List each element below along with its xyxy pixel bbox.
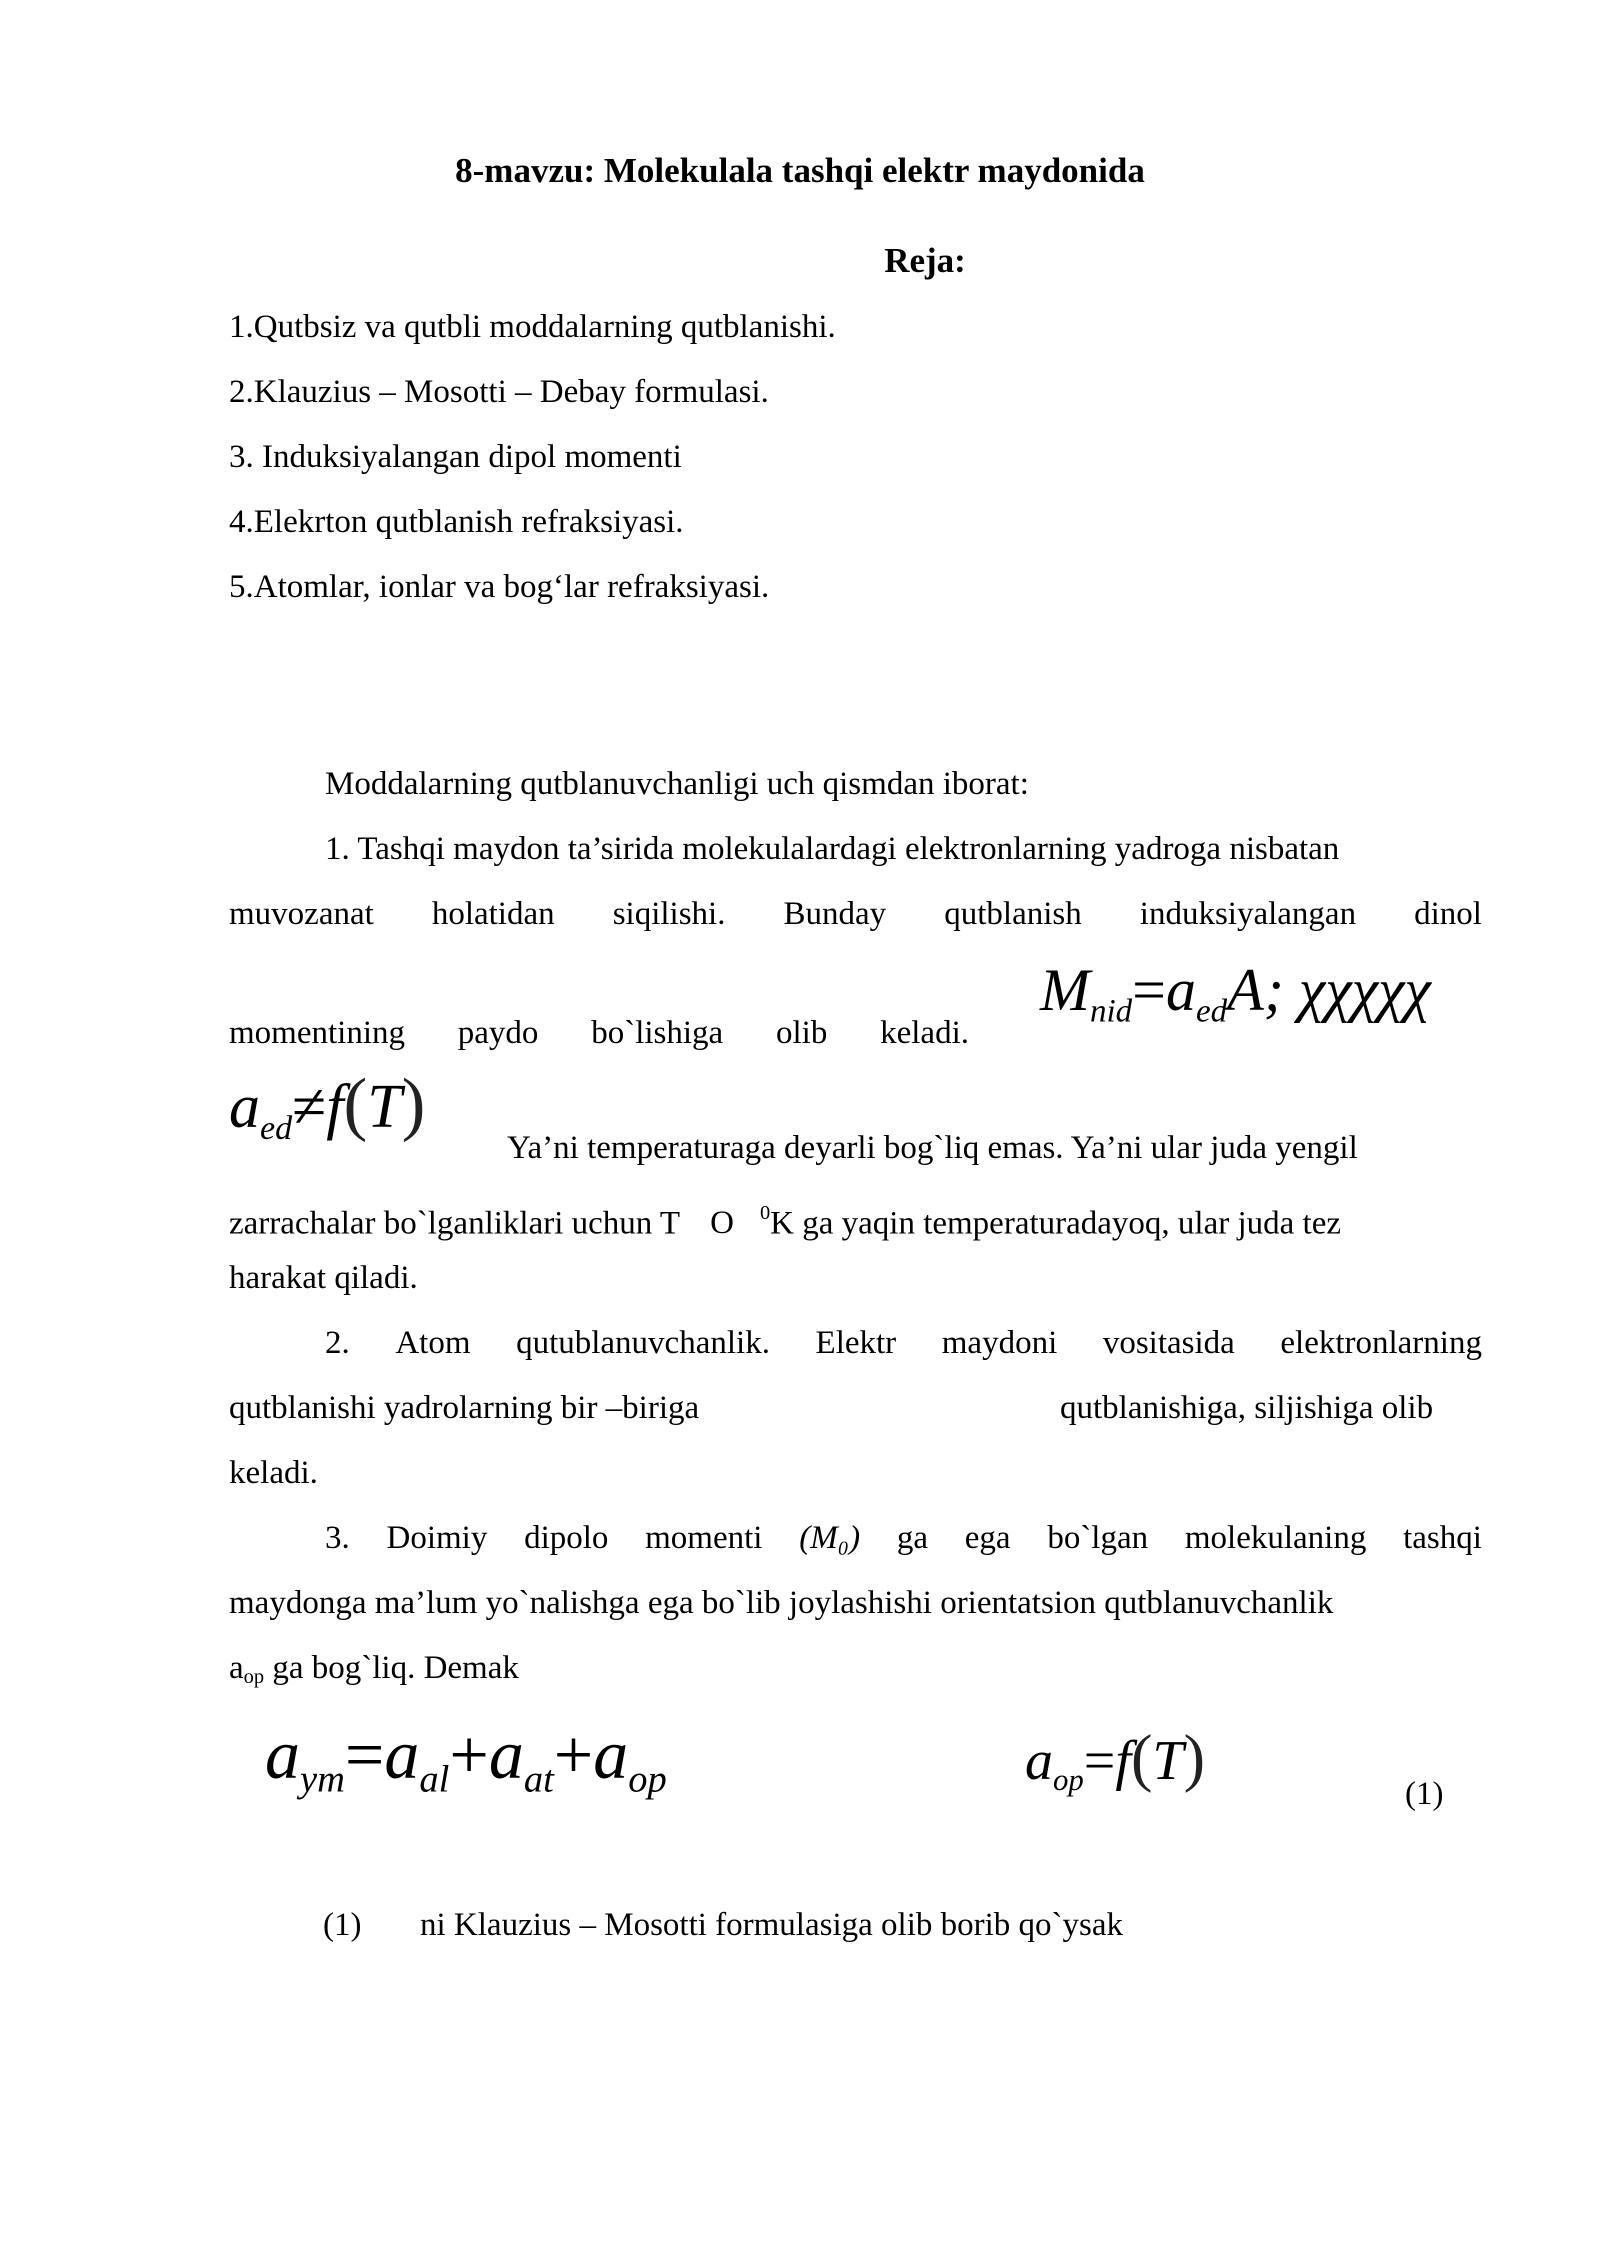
formula-temperature-independence: $a_{ed}\ne f(T)$ <box>229 1064 426 1147</box>
para3-line1 <box>325 1518 1482 1558</box>
word: vositasida <box>1102 1325 1235 1361</box>
equation-number: (1) <box>1405 1776 1444 1812</box>
document-title: 8-mavzu: Molekulala tashqi elektr maydonida <box>455 151 1145 190</box>
plan-item-3: 3. Induksiyalangan dipol momenti <box>229 439 682 475</box>
intro-line: Moddalarning qutblanuvchanligi uch qismdan iborat: <box>325 766 1029 802</box>
word: dinol <box>1414 896 1482 932</box>
word: 3. <box>325 1520 350 1556</box>
word: holatidan <box>431 896 555 932</box>
last-line-text: ni Klauzius – Mosotti formulasiga olib borib qo`ysak <box>420 1907 1124 1943</box>
word: momentining <box>229 1015 405 1051</box>
word: bo`lgan <box>1047 1520 1149 1556</box>
formula-orientational: $a_{op}=f(T)$ <box>1025 1722 1206 1797</box>
para1-line5: zarrachalar bo`lganliklari uchun T O $^0$K ga yaqin temperaturadayoq, ular juda tez <box>229 1202 1342 1242</box>
word: maydoni <box>941 1325 1058 1361</box>
plan-item-1: 1.Qutbsiz va qutbli moddalarning qutblanishi. <box>229 309 836 345</box>
word: Atom <box>395 1325 471 1361</box>
formula-total-polarizability: $a_{ym}=a_{al}+a_{at}+a_{op}$ <box>265 1717 667 1801</box>
word: qutublanuvchanlik. <box>516 1325 770 1361</box>
word: qutblanish <box>944 896 1082 932</box>
word: muvozanat <box>229 896 374 932</box>
plan-item-4: 4.Elekrton qutblanish refraksiyasi. <box>229 504 684 540</box>
word: molekulaning <box>1184 1520 1367 1556</box>
para2-line1 <box>325 1323 1482 1363</box>
para3-line2: maydonga ma’lum yo`nalishga ega bo`lib joylashishi orientatsion qutblanuvchanlik <box>229 1585 1334 1621</box>
word: keladi. <box>880 1015 969 1051</box>
word: ga <box>896 1520 929 1556</box>
word: induksiyalangan <box>1139 896 1357 932</box>
plan-item-2: 2.Klauzius – Mosotti – Debay formulasi. <box>229 374 769 410</box>
word: Bunday <box>783 896 887 932</box>
word: ega <box>964 1520 1011 1556</box>
para1-line1: 1. Tashqi maydon ta’sirida molekulalardagi elektronlarning yadroga nisbatan <box>325 831 1340 867</box>
para2-line3: keladi. <box>229 1455 318 1491</box>
word: tashqi <box>1403 1520 1482 1556</box>
plan-item-5: 5.Atomlar, ionlar va bog‘lar refraksiyasi. <box>229 569 770 605</box>
word: dipolo <box>524 1520 609 1556</box>
word: siqilishi. <box>612 896 726 932</box>
para2-line2-right: qutblanishiga, siljishiga olib <box>1060 1390 1434 1426</box>
para1-line3 <box>229 1013 969 1053</box>
para2-line2-left: qutblanishi yadrolarning bir –biriga <box>229 1390 700 1426</box>
word: Doimiy <box>386 1520 488 1556</box>
para3-line3: $a_{op}$ ga bog`liq. Demak <box>229 1650 519 1689</box>
last-line-ref: (1) <box>323 1907 362 1943</box>
word: momenti <box>645 1520 763 1556</box>
word: Elektr <box>815 1325 897 1361</box>
word: 2. <box>325 1325 350 1361</box>
para1-line6: harakat qiladi. <box>229 1260 418 1296</box>
word: paydo <box>457 1015 539 1051</box>
word: (M₀) <box>799 1520 861 1556</box>
para1-line2 <box>229 894 1482 934</box>
plan-heading: Reja: <box>884 241 966 280</box>
word: bo`lishiga <box>591 1015 724 1051</box>
word: elektronlarning <box>1280 1325 1482 1361</box>
formula-induced-dipole: $M_{nid}=a_{ed}A$; χχχχχ <box>1040 957 1431 1030</box>
word: olib <box>775 1015 828 1051</box>
para1-line4: Ya’ni temperaturaga deyarli bog`liq emas. Ya’ni ular juda yengil <box>507 1130 1358 1166</box>
